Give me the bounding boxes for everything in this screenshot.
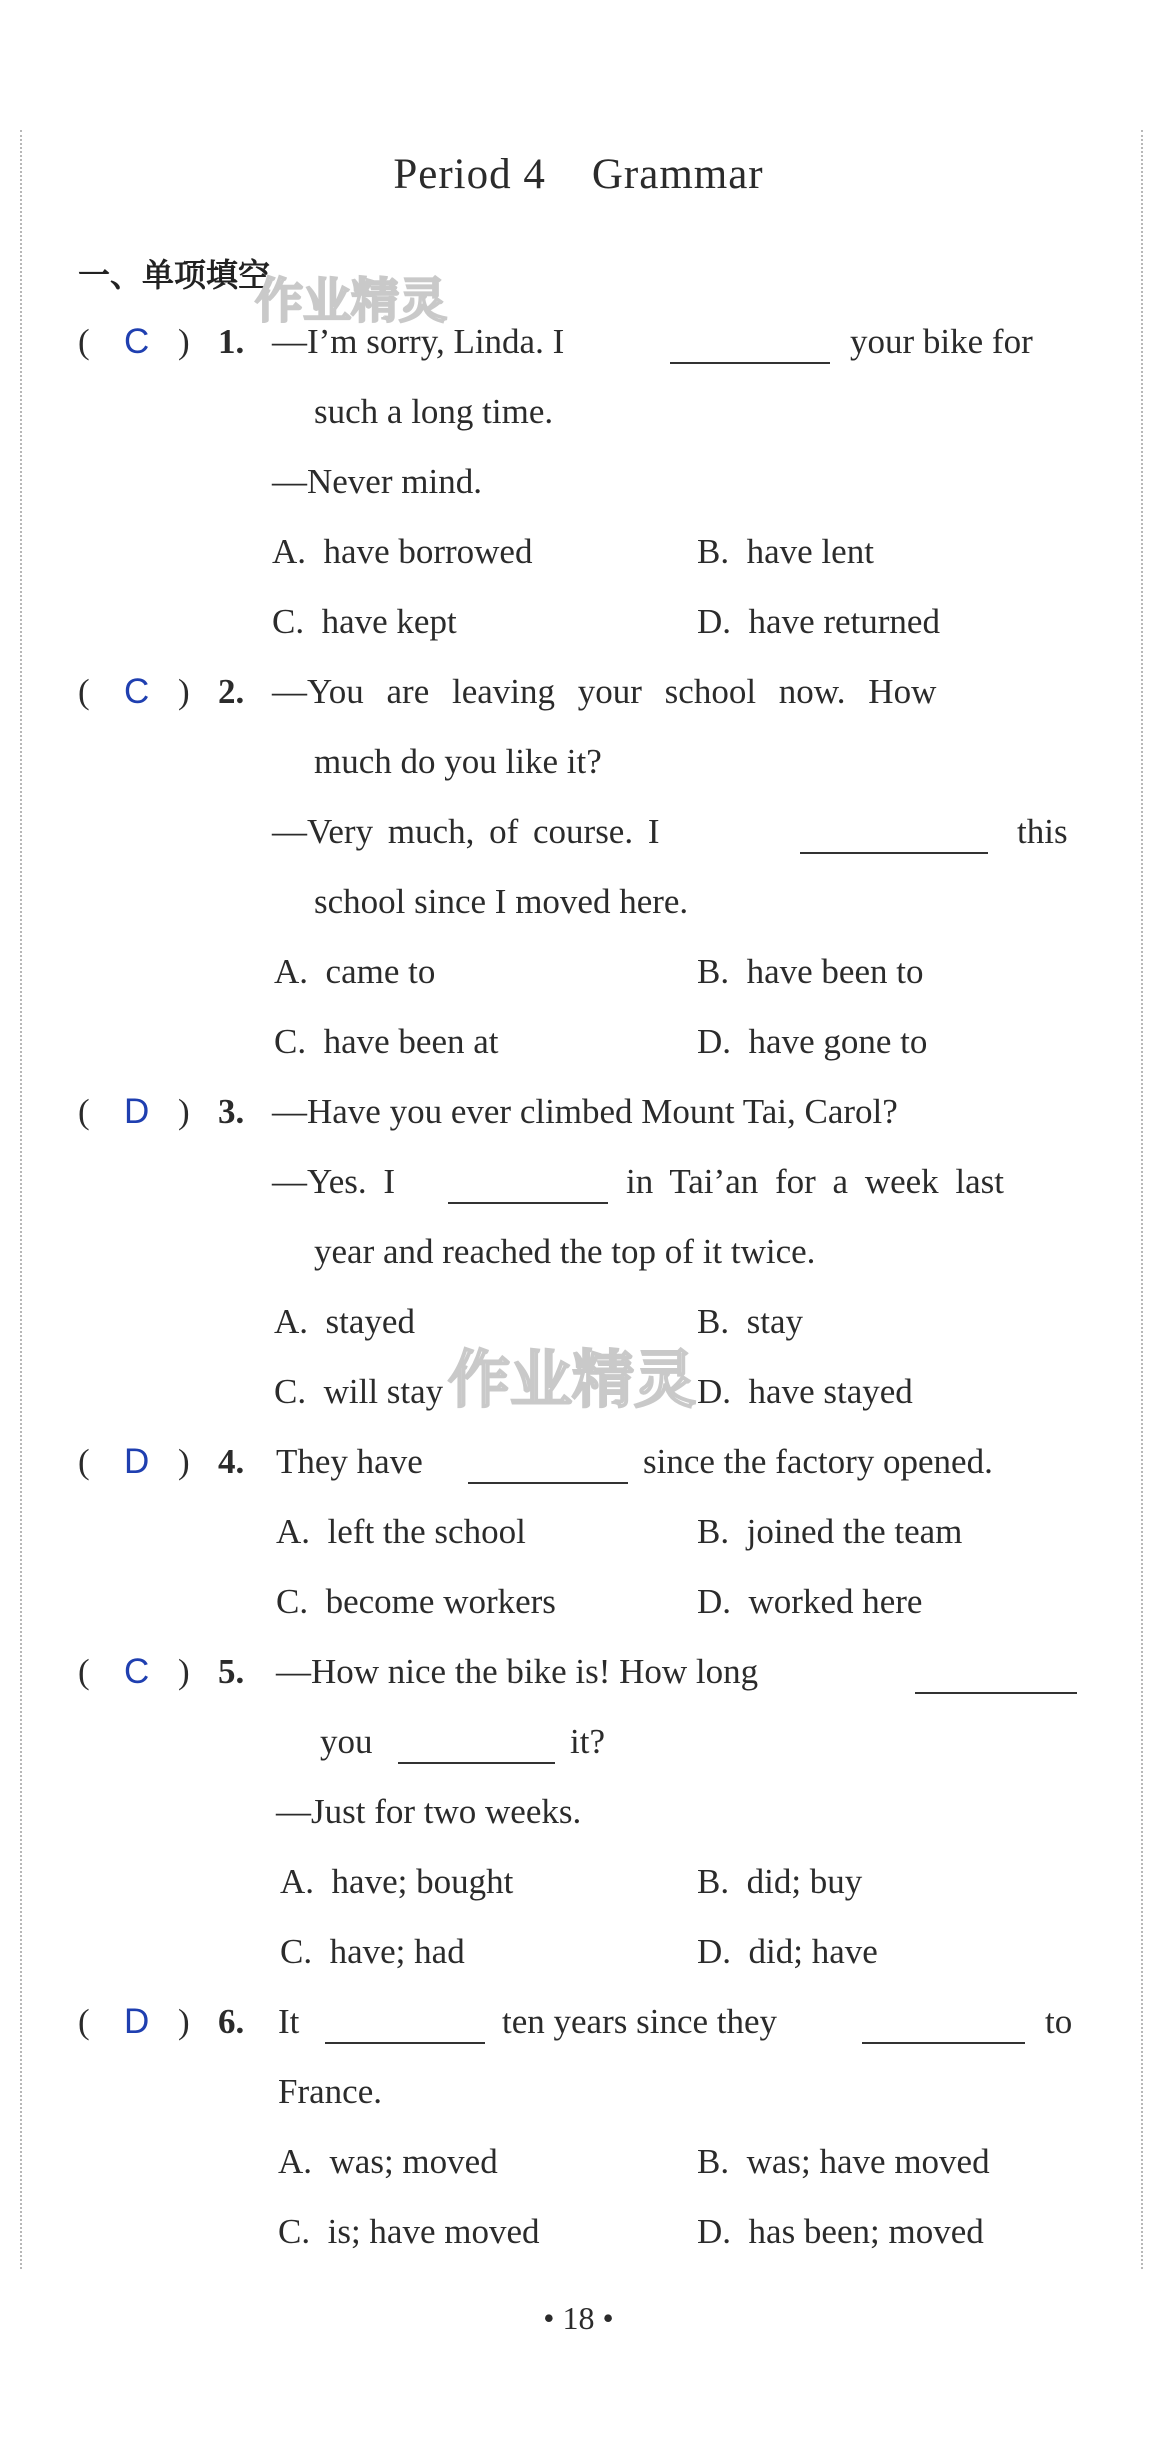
option-b: B. joined the team [697, 1512, 963, 1551]
question-text: it? [570, 1722, 605, 1761]
option-c: C. have kept [272, 602, 457, 641]
question-text: —Very much, of course. I [272, 812, 660, 851]
option-b: B. have lent [697, 532, 874, 571]
question-text: —Yes. I [272, 1162, 396, 1201]
question-3-line [0, 1162, 1157, 1212]
option-c: C. have; had [280, 1932, 465, 1971]
page-number: • 18 • [543, 2300, 614, 2336]
option-text: have lent [746, 532, 874, 571]
option-a: A. stayed [274, 1302, 415, 1341]
option-text: came to [325, 952, 436, 991]
option-text: have returned [748, 602, 940, 641]
options-row [0, 1372, 1157, 1422]
option-text: stay [746, 1302, 803, 1341]
option-text: has been; moved [748, 2212, 984, 2251]
option-b: B. stay [697, 1302, 803, 1341]
option-text: left the school [327, 1512, 526, 1551]
answer-blank[interactable] [398, 1728, 555, 1764]
answer-blank[interactable] [448, 1168, 608, 1204]
option-d: D. have gone to [697, 1022, 928, 1061]
question-number: 4. [218, 1442, 245, 1481]
question-text: your bike for [850, 322, 1033, 361]
question-text: to [1045, 2002, 1073, 2041]
question-number: 5. [218, 1652, 245, 1691]
watermark: 作业精灵 [448, 1343, 697, 1416]
question-5-line [0, 1722, 1157, 1772]
question-text: France. [278, 2072, 382, 2111]
option-text: was; have moved [746, 2142, 990, 2181]
option-a: A. was; moved [278, 2142, 498, 2181]
option-d: D. have returned [697, 602, 940, 641]
options-row [0, 952, 1157, 1002]
question-6: ( D ) 6. It ten years since they to [0, 2002, 1157, 2052]
question-2-line [0, 812, 1157, 862]
option-text: have stayed [748, 1372, 913, 1411]
option-text: have been to [746, 952, 924, 991]
answer-blank[interactable] [325, 2008, 485, 2044]
question-text: —Never mind. [272, 462, 482, 501]
answer-blank[interactable] [468, 1448, 628, 1484]
option-text: have borrowed [323, 532, 533, 571]
question-1: ( C ) 1. —I’m sorry, Linda. I your bike for [0, 322, 1157, 372]
answer-letter: C [124, 1652, 150, 1691]
question-text: year and reached the top of it twice. [314, 1232, 816, 1271]
title-topic: Grammar [591, 151, 764, 198]
answer-blank[interactable] [800, 818, 988, 854]
question-2: ( C ) 2. —You are leaving your school now. How [0, 672, 1157, 722]
answer-blank[interactable] [670, 328, 830, 364]
question-number: 3. [218, 1092, 245, 1131]
question-4: ( D ) 4. They have since the factory opened. [0, 1442, 1157, 1492]
option-text: have kept [321, 602, 457, 641]
answer-letter: D [124, 1092, 150, 1131]
question-text: such a long time. [314, 392, 554, 431]
option-text: is; have moved [327, 2212, 540, 2251]
page-title [0, 150, 1157, 199]
question-text: —Have you ever climbed Mount Tai, Carol? [272, 1092, 898, 1131]
option-text: did; have [748, 1932, 878, 1971]
question-number: 2. [218, 672, 245, 711]
option-text: have; had [329, 1932, 465, 1971]
option-b: B. did; buy [697, 1862, 863, 1901]
title-period: Period 4 [393, 151, 546, 198]
answer-letter: D [124, 1442, 150, 1481]
option-c: C. is; have moved [278, 2212, 540, 2251]
option-d: D. worked here [697, 1582, 923, 1621]
options-row [0, 2142, 1157, 2192]
answer-letter: D [124, 2002, 150, 2041]
answer-blank[interactable] [862, 2008, 1025, 2044]
question-text: —Just for two weeks. [276, 1792, 582, 1831]
option-a: A. have borrowed [272, 532, 533, 571]
question-text: much do you like it? [314, 742, 602, 781]
options-row [0, 1022, 1157, 1072]
option-c: C. have been at [274, 1022, 499, 1061]
question-number: 6. [218, 2002, 245, 2041]
option-text: have; bought [331, 1862, 514, 1901]
option-text: become workers [325, 1582, 556, 1621]
question-text: —How nice the bike is! How long [276, 1652, 759, 1691]
options-row [0, 1862, 1157, 1912]
option-text: did; buy [746, 1862, 863, 1901]
question-text: They have [276, 1442, 423, 1481]
option-d: D. did; have [697, 1932, 878, 1971]
question-text: ten years since they [502, 2002, 778, 2041]
question-text: —You are leaving your school now. How [272, 672, 937, 711]
answer-letter: C [124, 672, 150, 711]
question-number: 1. [218, 322, 245, 361]
answer-letter: C [124, 322, 150, 361]
watermark: 作业精灵 [255, 273, 448, 329]
option-text: have gone to [748, 1022, 928, 1061]
question-3: ( D ) 3. —Have you ever climbed Mount Tai, Carol? [78, 1092, 898, 1131]
question-text: in Tai’an for a week last [626, 1162, 1005, 1201]
question-text: this [1017, 812, 1068, 851]
option-b: B. have been to [697, 952, 924, 991]
options-row [0, 532, 1157, 582]
option-text: have been at [323, 1022, 499, 1061]
option-a: A. came to [274, 952, 436, 991]
option-a: A. left the school [276, 1512, 526, 1551]
options-row [0, 1582, 1157, 1632]
option-d: D. have stayed [697, 1372, 913, 1411]
option-text: will stay [323, 1372, 444, 1411]
question-text: since the factory opened. [643, 1442, 993, 1481]
option-a: A. have; bought [280, 1862, 514, 1901]
option-c: C. will stay [274, 1372, 444, 1411]
options-row [0, 1512, 1157, 1562]
question-5: ( C ) 5. —How nice the bike is! How long [0, 1652, 1157, 1702]
question-text: It [278, 2002, 300, 2041]
option-text: was; moved [329, 2142, 498, 2181]
section-heading: 一、单项填空 [78, 256, 271, 294]
option-text: stayed [325, 1302, 415, 1341]
options-row [0, 1302, 1157, 1352]
question-text: school since I moved here. [314, 882, 689, 921]
question-text: you [320, 1722, 373, 1761]
answer-blank[interactable] [915, 1658, 1077, 1694]
option-b: B. was; have moved [697, 2142, 990, 2181]
option-d: D. has been; moved [697, 2212, 984, 2251]
option-text: worked here [748, 1582, 923, 1621]
options-row [0, 602, 1157, 652]
options-row [0, 2212, 1157, 2262]
option-c: C. become workers [276, 1582, 556, 1621]
option-text: joined the team [746, 1512, 963, 1551]
question-text: —I’m sorry, Linda. I [272, 322, 565, 361]
options-row [0, 1932, 1157, 1982]
